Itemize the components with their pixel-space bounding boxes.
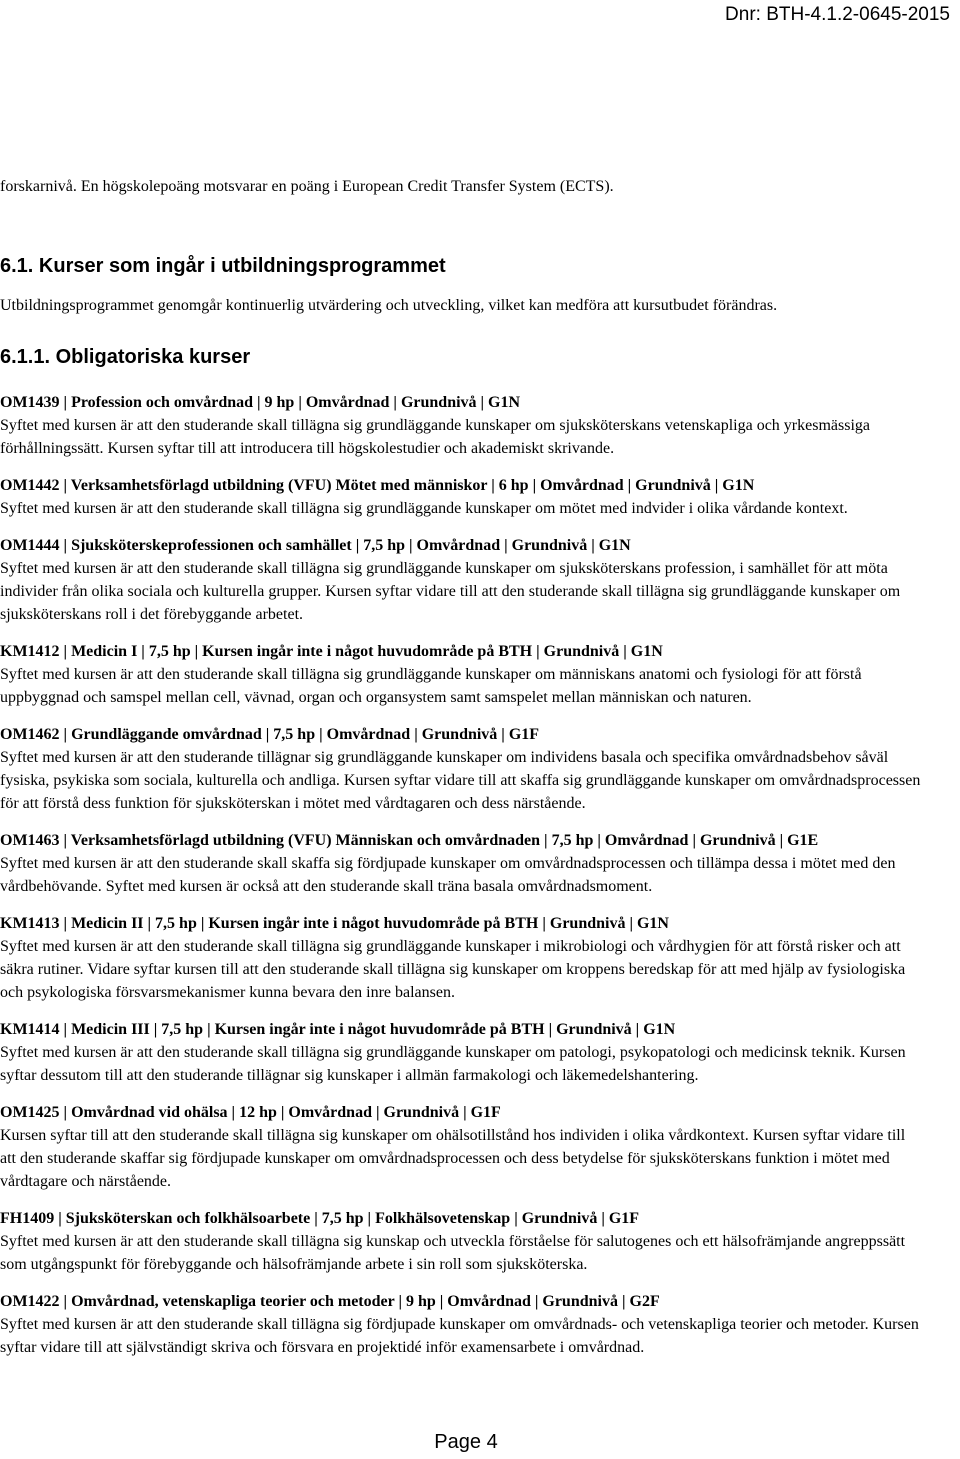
course-description: Kursen syftar till att den studerande skall tillägna sig kunskaper om ohälsotillstånd hos individen i olika vårdkontext. Kursen syftar vidare till att den studerande skaffar sig fördjupade kunskaper om omvårdnadsprocessen och dess betydelse för sjuksköterskans funktion i mötet med vårdtagare och närstående. (0, 1127, 906, 1190)
course-title: OM1463 | Verksamhetsförlagd utbildning (VFU) Människan och omvårdnaden | 7,5 hp | Omvårdnad | Grundnivå | G1E (0, 832, 819, 849)
document-number: Dnr: BTH-4.1.2-0645-2015 (725, 4, 950, 25)
course-description: Syftet med kursen är att den studerande tillägnar sig grundläggande kunskaper om individens basala och specifika omvårdnadsbehov såväl fysiska, psykiska som sociala, kulturella och andliga. Kursen syftar vidare till att skaffa sig grundläggande kunskaper om omvårdnadsprocessen för att förstå dess funktion för sjuksköterskan i mötet med vårdtagaren och dess närstående. (0, 749, 921, 812)
course-item (0, 391, 922, 460)
course-title: OM1425 | Omvårdnad vid ohälsa | 12 hp | Omvårdnad | Grundnivå | G1F (0, 1104, 501, 1121)
page-number: Page 4 (434, 1431, 498, 1453)
course-title: FH1409 | Sjuksköterskan och folkhälsoarbete | 7,5 hp | Folkhälsovetenskap | Grundnivå | G1F (0, 1210, 640, 1227)
page-content (0, 175, 922, 1373)
course-title: OM1462 | Grundläggande omvårdnad | 7,5 hp | Omvårdnad | Grundnivå | G1F (0, 726, 540, 743)
course-item (0, 1290, 922, 1359)
course-item (0, 912, 922, 1004)
course-title: OM1422 | Omvårdnad, vetenskapliga teorier och metoder | 9 hp | Omvårdnad | Grundnivå | G2F (0, 1293, 660, 1310)
course-description: Syftet med kursen är att den studerande skall tillägna sig grundläggande kunskaper om mötet med indvider i olika vårdande kontext. (0, 500, 848, 517)
course-description: Syftet med kursen är att den studerande skall skaffa sig fördjupade kunskaper om omvårdnadsprocessen och tillämpa dessa i mötet med den vårdbehövande. Syftet med kursen är också att den studerande skall träna basala omvårdnadsmoment. (0, 855, 896, 895)
course-item (0, 723, 922, 815)
course-description: Syftet med kursen är att den studerande skall tillägna sig grundläggande kunskaper om sjuksköterskans vetenskapliga och yrkesmässiga förhållningssätt. Kursen syftar till att introducera till högskolestudier och akademiskt skrivande. (0, 417, 871, 457)
course-title: OM1442 | Verksamhetsförlagd utbildning (VFU) Mötet med människor | 6 hp | Omvårdnad | Grundnivå | G1N (0, 477, 755, 494)
course-item (0, 1101, 922, 1193)
subsection-heading: 6.1.1. Obligatoriska kurser (0, 346, 251, 368)
course-description: Syftet med kursen är att den studerande skall tillägna sig grundläggande kunskaper om människans anatomi och fysiologi för att förstå uppbyggnad och samspel mellan cell, vävnad, organ och organsystem samt samspelet mellan människan och naturen. (0, 666, 862, 706)
course-title: OM1439 | Profession och omvårdnad | 9 hp | Omvårdnad | Grundnivå | G1N (0, 394, 521, 411)
course-item (0, 829, 922, 898)
course-item (0, 534, 922, 626)
intro-paragraph: forskarnivå. En högskolepoäng motsvarar en poäng i European Credit Transfer System (ECTS). (0, 178, 614, 195)
course-item (0, 640, 922, 709)
course-description: Syftet med kursen är att den studerande skall tillägna sig kunskap och utveckla förståelse för salutogenes och ett hälsofrämjande angreppssätt som utgångspunkt för förebyggande och hälsofrämjande arbete i sin roll som sjuksköterska. (0, 1233, 906, 1273)
course-description: Syftet med kursen är att den studerande skall tillägna sig fördjupade kunskaper om omvårdnads- och vetenskapliga teorier och metoder. Kursen syftar vidare till att självständigt skriva och försvara en projektidé inför examensarbete i omvårdnad. (0, 1316, 919, 1356)
course-description: Syftet med kursen är att den studerande skall tillägna sig grundläggande kunskaper i mikrobiologi och vårdhygien för att förstå risker och att säkra rutiner. Vidare syftar kursen till att den studerande skall tillägna sig kunskaper om kroppens beredskap för att med hjälp av fysiologiska och psykologiska försvarsmekanismer kunna bevara den inre balansen. (0, 938, 906, 1001)
section-lead-paragraph: Utbildningsprogrammet genomgår kontinuerlig utvärdering och utveckling, vilket kan medföra att kursutbudet förändras. (0, 297, 778, 314)
course-item (0, 1018, 922, 1087)
section-heading: 6.1. Kurser som ingår i utbildningsprogrammet (0, 255, 446, 277)
course-item (0, 1207, 922, 1276)
course-description: Syftet med kursen är att den studerande skall tillägna sig grundläggande kunskaper om sjuksköterskans profession, i samhället för att möta individer från olika sociala och kulturella grupper. Kursen syftar vidare till att den studerande skall tillägna sig grundläggande kunskaper om sjuksköterskans roll i det förebyggande arbetet. (0, 560, 901, 623)
course-title: KM1412 | Medicin I | 7,5 hp | Kursen ingår inte i något huvudområde på BTH | Grundnivå | G1N (0, 643, 663, 660)
course-list (0, 391, 922, 1359)
course-title: KM1413 | Medicin II | 7,5 hp | Kursen ingår inte i något huvudområde på BTH | Grundnivå | G1N (0, 915, 669, 932)
course-item (0, 474, 922, 520)
course-description: Syftet med kursen är att den studerande skall tillägna sig grundläggande kunskaper om patologi, psykopatologi och medicinsk teknik. Kursen syftar dessutom till att den studerande tillägnar sig kunskaper i allmän farmakologi och läkemedelshantering. (0, 1044, 906, 1084)
course-title: KM1414 | Medicin III | 7,5 hp | Kursen ingår inte i något huvudområde på BTH | Grundnivå | G1N (0, 1021, 676, 1038)
course-title: OM1444 | Sjuksköterskeprofessionen och samhället | 7,5 hp | Omvårdnad | Grundnivå | G1N (0, 537, 631, 554)
